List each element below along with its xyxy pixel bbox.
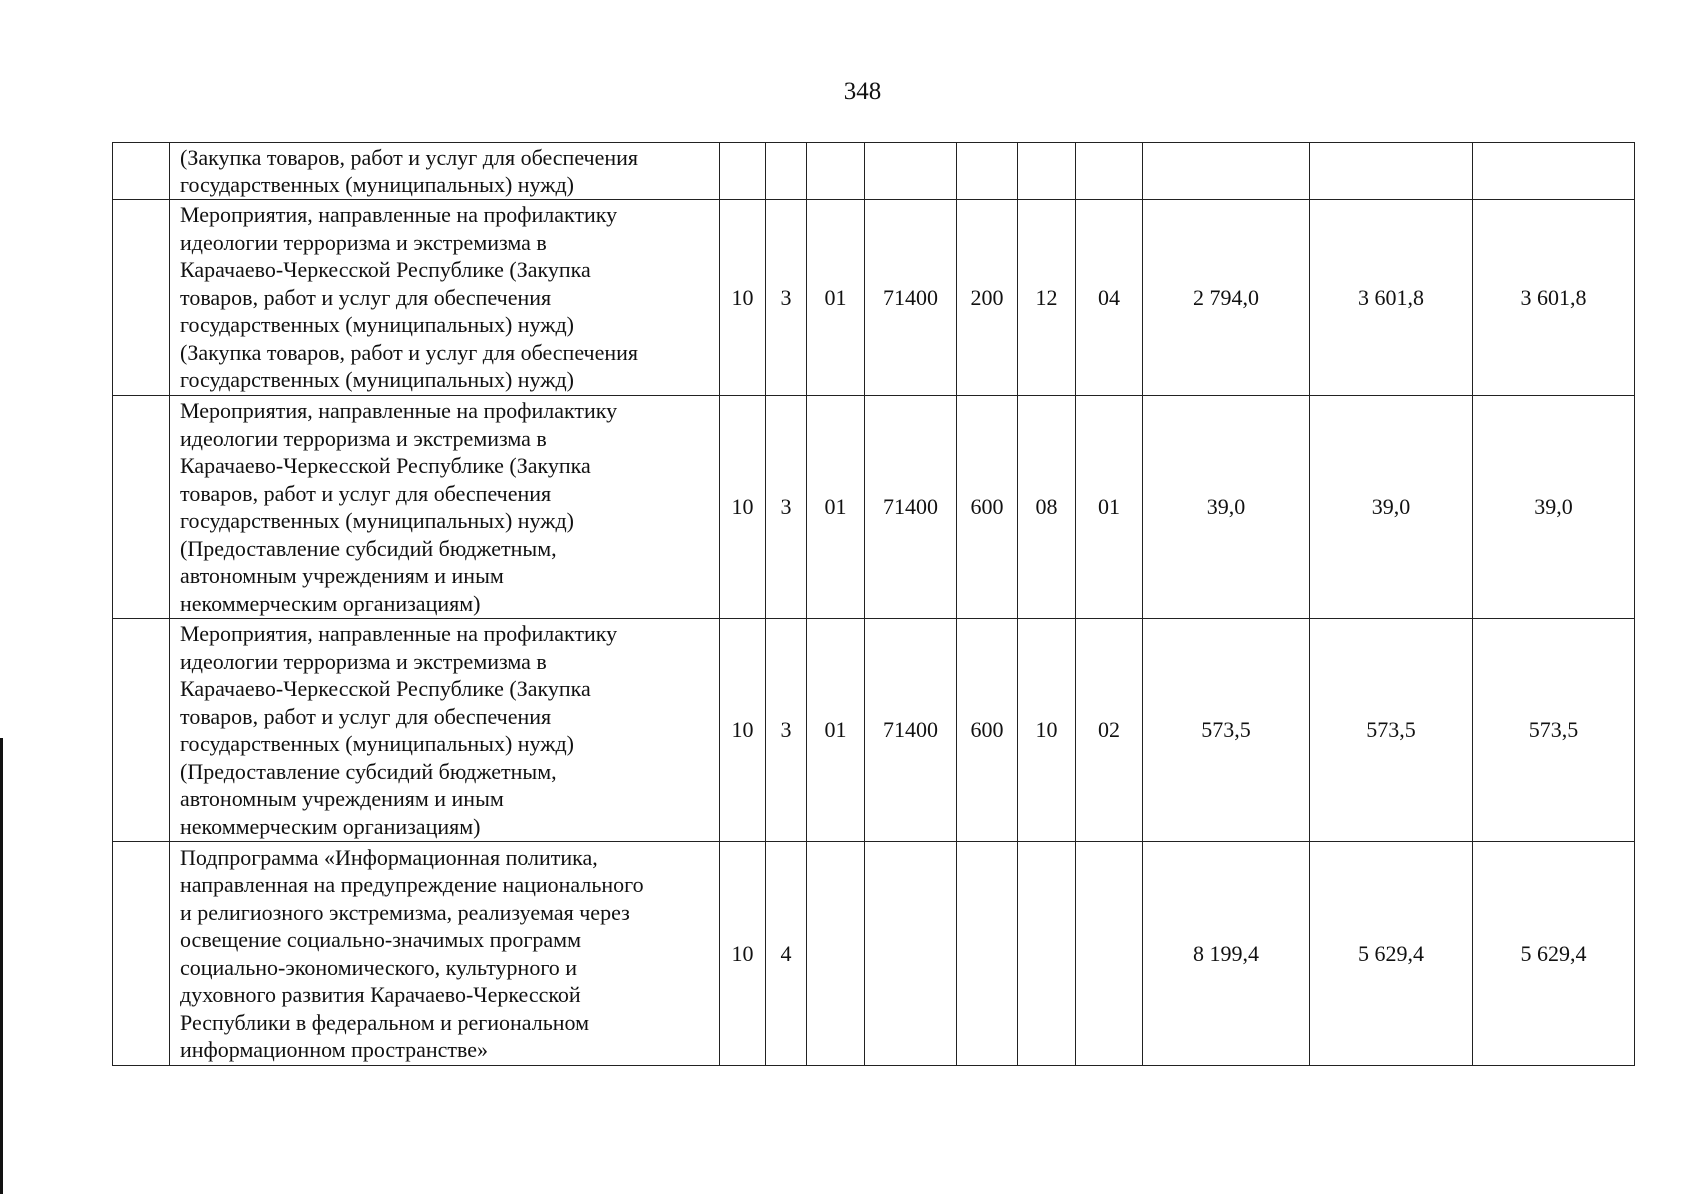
amount-cell: 39,0: [1310, 396, 1473, 619]
code-cell: [865, 143, 957, 200]
code-cell: 4: [766, 842, 807, 1066]
code-cell: 01: [1076, 396, 1143, 619]
row-number-cell: [113, 143, 170, 200]
amount-cell: 5 629,4: [1473, 842, 1635, 1066]
description-cell: (Закупка товаров, работ и услуг для обеспечения государственных (муниципальных) нужд): [170, 143, 720, 200]
amount-cell: 39,0: [1143, 396, 1310, 619]
description-cell: Мероприятия, направленные на профилактику идеологии терроризма и экстремизма в Карачаево-Черкесской Республике (Закупка товаров, работ и услуг для обеспечения государственных (муниципальных) нужд) (Закупка товаров, работ и услуг для обеспечения государственных (муниципальных) нужд): [170, 200, 720, 396]
code-cell: 10: [1018, 619, 1076, 842]
budget-table: [112, 142, 1635, 1066]
amount-cell: 5 629,4: [1310, 842, 1473, 1066]
code-cell: [720, 143, 766, 200]
code-cell: 10: [720, 396, 766, 619]
code-cell: 04: [1076, 200, 1143, 396]
page-number: 348: [843, 78, 882, 105]
table-row: [113, 396, 1635, 619]
amount-cell: 573,5: [1473, 619, 1635, 842]
row-number-cell: [113, 200, 170, 396]
amount-cell: 8 199,4: [1143, 842, 1310, 1066]
table-row: [113, 619, 1635, 842]
code-cell: 71400: [865, 396, 957, 619]
code-cell: 600: [957, 396, 1018, 619]
code-cell: 01: [807, 200, 865, 396]
amount-cell: [1143, 143, 1310, 200]
code-cell: [1076, 842, 1143, 1066]
code-cell: 3: [766, 200, 807, 396]
row-number-cell: [113, 842, 170, 1066]
code-cell: [1018, 842, 1076, 1066]
row-number-cell: [113, 619, 170, 842]
code-cell: 08: [1018, 396, 1076, 619]
code-cell: 01: [807, 396, 865, 619]
code-cell: 71400: [865, 619, 957, 842]
code-cell: 10: [720, 619, 766, 842]
amount-cell: 573,5: [1310, 619, 1473, 842]
scan-edge-line: [0, 738, 3, 1194]
code-cell: 10: [720, 842, 766, 1066]
code-cell: 3: [766, 396, 807, 619]
amount-cell: [1310, 143, 1473, 200]
code-cell: [957, 143, 1018, 200]
code-cell: 3: [766, 619, 807, 842]
amount-cell: 3 601,8: [1473, 200, 1635, 396]
amount-cell: 2 794,0: [1143, 200, 1310, 396]
table-row: [113, 200, 1635, 396]
code-cell: 10: [720, 200, 766, 396]
code-cell: [807, 842, 865, 1066]
amount-cell: 3 601,8: [1310, 200, 1473, 396]
table-row: [113, 842, 1635, 1066]
code-cell: 200: [957, 200, 1018, 396]
description-cell: Мероприятия, направленные на профилактику идеологии терроризма и экстремизма в Карачаево-Черкесской Республике (Закупка товаров, работ и услуг для обеспечения государственных (муниципальных) нужд) (Предоставление субсидий бюджетным, автономным учреждениям и иным некоммерческим организациям): [170, 619, 720, 842]
code-cell: 71400: [865, 200, 957, 396]
code-cell: 01: [807, 619, 865, 842]
code-cell: 02: [1076, 619, 1143, 842]
row-number-cell: [113, 396, 170, 619]
code-cell: [766, 143, 807, 200]
amount-cell: 39,0: [1473, 396, 1635, 619]
code-cell: 12: [1018, 200, 1076, 396]
table-row: [113, 143, 1635, 200]
description-cell: Подпрограмма «Информационная политика, направленная на предупреждение национального и религиозного экстремизма, реализуемая через освещение социально-значимых программ социально-экономического, культурного и духовного развития Карачаево-Черкесской Республики в федеральном и региональном информационном пространстве»: [170, 842, 720, 1066]
code-cell: 600: [957, 619, 1018, 842]
code-cell: [865, 842, 957, 1066]
code-cell: [807, 143, 865, 200]
amount-cell: 573,5: [1143, 619, 1310, 842]
amount-cell: [1473, 143, 1635, 200]
code-cell: [1018, 143, 1076, 200]
description-cell: Мероприятия, направленные на профилактику идеологии терроризма и экстремизма в Карачаево-Черкесской Республике (Закупка товаров, работ и услуг для обеспечения государственных (муниципальных) нужд) (Предоставление субсидий бюджетным, автономным учреждениям и иным некоммерческим организациям): [170, 396, 720, 619]
code-cell: [1076, 143, 1143, 200]
code-cell: [957, 842, 1018, 1066]
